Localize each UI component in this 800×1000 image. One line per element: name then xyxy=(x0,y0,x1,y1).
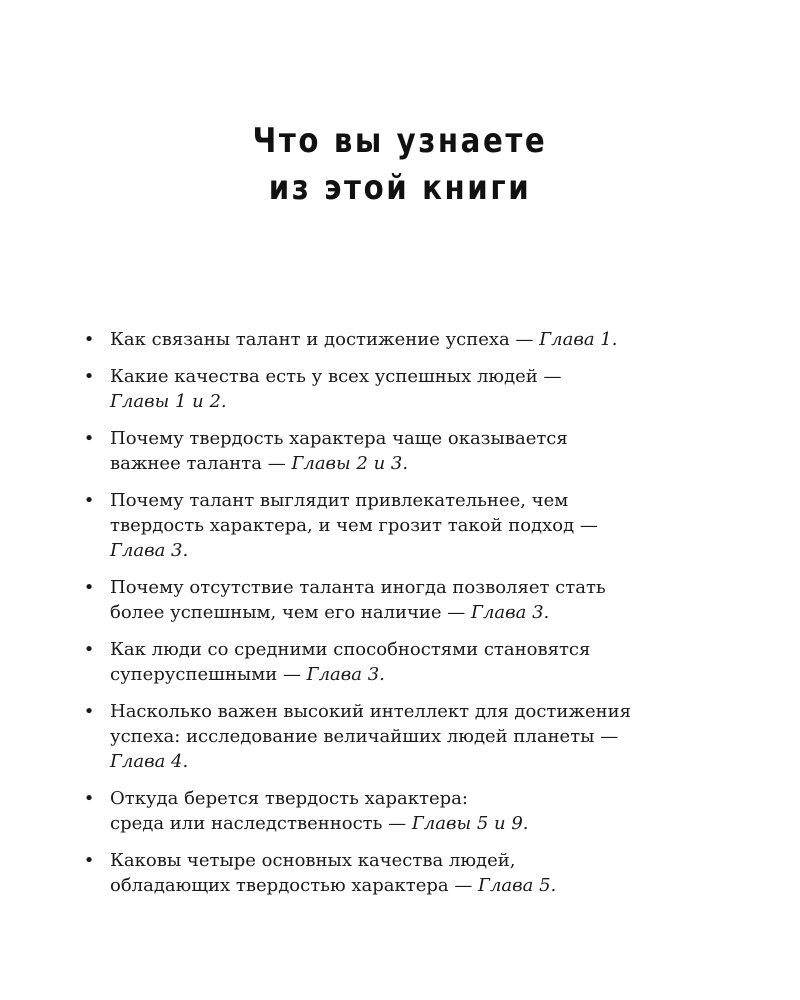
chapter-reference: Глава 5 xyxy=(478,875,551,896)
list-item-text: Откуда берется твердость характера: xyxy=(110,788,468,809)
list-item-text: суперуспешными — xyxy=(110,664,307,685)
list-item-text: Как люди со средними способностями становятся xyxy=(110,639,591,660)
list-item-line xyxy=(110,662,722,687)
list-item-text: успеха: исследование величайших людей планеты — xyxy=(110,726,619,747)
bullet-icon: • xyxy=(83,366,95,387)
bullet-icon: • xyxy=(83,490,95,511)
title-line-2: из этой книги xyxy=(268,168,532,208)
list-item-text: более успешным, чем его наличие — xyxy=(110,602,472,623)
list-item-text: среда или наследственность — xyxy=(110,813,412,834)
list-item-line xyxy=(110,327,722,352)
list-item xyxy=(82,699,722,774)
bullet-icon: • xyxy=(83,577,95,598)
page-title xyxy=(56,118,744,212)
list-item-end: . xyxy=(402,453,409,474)
list-item xyxy=(82,488,722,563)
list-item-line xyxy=(110,786,722,811)
list-item-text: важнее таланта — xyxy=(110,453,292,474)
list-item xyxy=(82,364,722,414)
list-item-text: Почему талант выглядит привлекательнее, чем xyxy=(110,490,569,511)
list-item-text: Как связаны талант и достижение успеха — xyxy=(110,329,540,350)
list-item xyxy=(82,848,722,898)
list-item-text: обладающих твердостью характера — xyxy=(110,875,479,896)
list-item-line xyxy=(110,600,722,625)
list-item-text: Какие качества есть у всех успешных людей — xyxy=(110,366,562,387)
bullet-icon: • xyxy=(83,701,95,722)
list-item-line xyxy=(110,724,722,749)
chapter-reference: Глава 1 xyxy=(539,329,612,350)
list-item-line xyxy=(110,364,722,389)
list-item-line xyxy=(110,811,722,836)
chapter-reference: Главы 5 и 9 xyxy=(411,813,523,834)
list-item xyxy=(82,327,722,352)
chapter-reference: Главы 2 и 3 xyxy=(291,453,403,474)
bullet-icon: • xyxy=(83,428,95,449)
list-item-line xyxy=(110,848,722,873)
list-item-line xyxy=(110,513,722,538)
list-item-text: Почему отсутствие таланта иногда позволяет стать xyxy=(110,577,606,598)
list-item-line xyxy=(110,575,722,600)
bullet-icon: • xyxy=(83,788,95,809)
list-item-line xyxy=(110,451,722,476)
list-item-text: Насколько важен высокий интеллект для достижения xyxy=(110,701,631,722)
list-item-end: . xyxy=(182,751,189,772)
list-item-end: . xyxy=(522,813,529,834)
list-item-line xyxy=(110,426,722,451)
bullet-list xyxy=(82,327,722,910)
list-item-line xyxy=(110,488,722,513)
list-item-line xyxy=(110,749,722,774)
list-item-line xyxy=(110,873,722,898)
list-item-end: . xyxy=(611,329,618,350)
list-item xyxy=(82,426,722,476)
bullet-icon: • xyxy=(83,329,95,350)
list-item-end: . xyxy=(182,540,189,561)
chapter-reference: Глава 4 xyxy=(110,751,183,772)
bullet-icon: • xyxy=(83,639,95,660)
list-item-line xyxy=(110,699,722,724)
list-item-line xyxy=(110,389,722,414)
chapter-reference: Глава 3 xyxy=(306,664,380,685)
list-item xyxy=(82,575,722,625)
chapter-reference: Глава 3 xyxy=(110,540,183,561)
list-item-line xyxy=(110,538,722,563)
chapter-reference: Главы 1 и 2 xyxy=(110,391,221,412)
bullet-icon: • xyxy=(83,850,95,871)
list-item-end: . xyxy=(379,664,385,685)
list-item-end: . xyxy=(543,602,550,623)
list-item xyxy=(82,637,722,687)
chapter-reference: Глава 3 xyxy=(471,602,544,623)
title-line-1: Что вы узнаете xyxy=(252,121,548,161)
list-item-line xyxy=(110,637,722,662)
list-item xyxy=(82,786,722,836)
list-item-end: . xyxy=(550,875,557,896)
list-item-text: Каковы четыре основных качества людей, xyxy=(110,850,516,871)
list-item-end: . xyxy=(220,391,227,412)
list-item-text: твердость характера, и чем грозит такой подход — xyxy=(110,515,598,536)
list-item-text: Почему твердость характера чаще оказывается xyxy=(110,428,568,449)
